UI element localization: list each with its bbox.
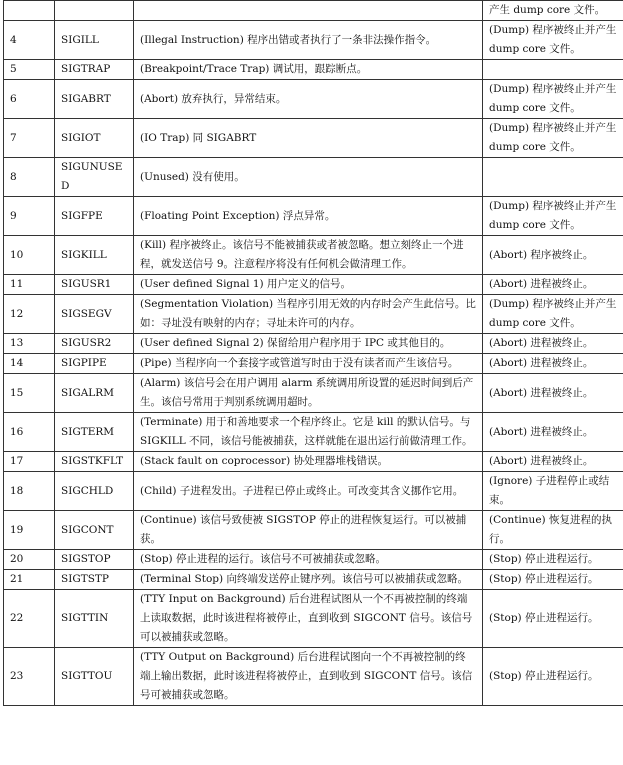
signal-name: SIGTRAP [55,60,134,80]
signal-number: 13 [4,334,55,354]
signal-number: 7 [4,119,55,158]
signal-description: (Floating Point Exception) 浮点异常。 [134,197,483,236]
signal-table-body [4,1,623,706]
signal-name: SIGILL [55,21,134,60]
table-row [4,590,623,648]
signal-name: SIGPIPE [55,354,134,374]
signal-description: (Breakpoint/Trace Trap) 调试用，跟踪断点。 [134,60,483,80]
signal-description: (Stop) 停止进程的运行。该信号不可被捕获或忽略。 [134,550,483,570]
signal-name: SIGSTKFLT [55,452,134,472]
table-row [4,374,623,413]
signal-number: 5 [4,60,55,80]
signal-number: 17 [4,452,55,472]
signal-name: SIGTTOU [55,648,134,706]
table-row [4,648,623,706]
default-action: (Continue) 恢复进程的执行。 [483,511,623,550]
table-row [4,80,623,119]
signal-description: (Kill) 程序被终止。该信号不能被捕获或者被忽略。想立刻终止一个进程，就发送信号 9。注意程序将没有任何机会做清理工作。 [134,236,483,275]
signal-description: (TTY Input on Background) 后台进程试图从一个不再被控制的终端上读取数据，此时该进程将被停止，直到收到 SIGCONT 信号。该信号可以被捕获或忽略。 [134,590,483,648]
signal-description: (Stack fault on coprocessor) 协处理器堆栈错误。 [134,452,483,472]
signal-number: 11 [4,275,55,295]
table-row [4,511,623,550]
signal-name: SIGTSTP [55,570,134,590]
signal-number: 23 [4,648,55,706]
default-action: (Abort) 进程被终止。 [483,334,623,354]
signal-number: 16 [4,413,55,452]
table-row [4,197,623,236]
default-action: (Abort) 进程被终止。 [483,275,623,295]
signal-number [4,1,55,21]
signal-description: (User defined Signal 1) 用户定义的信号。 [134,275,483,295]
table-row [4,158,623,197]
signal-name: SIGTTIN [55,590,134,648]
table-row [4,21,623,60]
table-row [4,275,623,295]
signal-number: 20 [4,550,55,570]
signal-name: SIGALRM [55,374,134,413]
signal-name: SIGABRT [55,80,134,119]
signal-table [3,0,623,706]
signal-name: SIGUSR1 [55,275,134,295]
signal-name: SIGIOT [55,119,134,158]
default-action: (Stop) 停止进程运行。 [483,648,623,706]
signal-name: SIGFPE [55,197,134,236]
signal-description: (TTY Output on Background) 后台进程试图向一个不再被控制的终端上输出数据，此时该进程将被停止，直到收到 SIGCONT 信号。该信号可被捕获或忽略。 [134,648,483,706]
default-action: (Stop) 停止进程运行。 [483,550,623,570]
table-row [4,295,623,334]
signal-name: SIGSEGV [55,295,134,334]
signal-number: 18 [4,472,55,511]
signal-number: 15 [4,374,55,413]
default-action [483,158,623,197]
default-action: (Abort) 程序被终止。 [483,236,623,275]
default-action: (Abort) 进程被终止。 [483,413,623,452]
signal-number: 19 [4,511,55,550]
table-row [4,354,623,374]
table-row [4,236,623,275]
default-action: (Dump) 程序被终止并产生 dump core 文件。 [483,80,623,119]
signal-description: (IO Trap) 同 SIGABRT [134,119,483,158]
signal-number: 21 [4,570,55,590]
table-row [4,413,623,452]
default-action: (Dump) 程序被终止并产生 dump core 文件。 [483,21,623,60]
default-action: (Dump) 程序被终止并产生 dump core 文件。 [483,197,623,236]
signal-number: 6 [4,80,55,119]
table-row [4,60,623,80]
signal-description: (User defined Signal 2) 保留给用户程序用于 IPC 或其他目的。 [134,334,483,354]
default-action: (Abort) 进程被终止。 [483,354,623,374]
signal-description: (Terminate) 用于和善地要求一个程序终止。它是 kill 的默认信号。与 SIGKILL 不同，该信号能被捕获，这样就能在退出运行前做清理工作。 [134,413,483,452]
signal-description: (Illegal Instruction) 程序出错或者执行了一条非法操作指令。 [134,21,483,60]
signal-number: 12 [4,295,55,334]
table-row [4,570,623,590]
signal-description: (Segmentation Violation) 当程序引用无效的内存时会产生此信号。比如：寻址没有映射的内存；寻址未许可的内存。 [134,295,483,334]
signal-number: 8 [4,158,55,197]
signal-name: SIGTERM [55,413,134,452]
default-action: (Stop) 停止进程运行。 [483,590,623,648]
signal-name: SIGSTOP [55,550,134,570]
table-row [4,550,623,570]
signal-description: (Pipe) 当程序向一个套接字或管道写时由于没有读者而产生该信号。 [134,354,483,374]
table-row [4,452,623,472]
signal-description [134,1,483,21]
default-action: (Ignore) 子进程停止或结束。 [483,472,623,511]
signal-description: (Terminal Stop) 向终端发送停止键序列。该信号可以被捕获或忽略。 [134,570,483,590]
default-action: (Abort) 进程被终止。 [483,452,623,472]
signal-description: (Alarm) 该信号会在用户调用 alarm 系统调用所设置的延迟时间到后产生。该信号常用于判别系统调用超时。 [134,374,483,413]
signal-description: (Abort) 放弃执行，异常结束。 [134,80,483,119]
signal-name: SIGUNUSED [55,158,134,197]
default-action: (Dump) 程序被终止并产生 dump core 文件。 [483,295,623,334]
table-row [4,472,623,511]
signal-number: 4 [4,21,55,60]
signal-name: SIGUSR2 [55,334,134,354]
signal-name: SIGCHLD [55,472,134,511]
signal-name: SIGKILL [55,236,134,275]
default-action: 产生 dump core 文件。 [483,1,623,21]
signal-description: (Unused) 没有使用。 [134,158,483,197]
default-action [483,60,623,80]
signal-name: SIGCONT [55,511,134,550]
signal-description: (Child) 子进程发出。子进程已停止或终止。可改变其含义挪作它用。 [134,472,483,511]
default-action: (Dump) 程序被终止并产生 dump core 文件。 [483,119,623,158]
default-action: (Stop) 停止进程运行。 [483,570,623,590]
signal-name [55,1,134,21]
default-action: (Abort) 进程被终止。 [483,374,623,413]
table-row [4,1,623,21]
signal-number: 9 [4,197,55,236]
signal-number: 22 [4,590,55,648]
signal-description: (Continue) 该信号致使被 SIGSTOP 停止的进程恢复运行。可以被捕获。 [134,511,483,550]
table-row [4,334,623,354]
signal-number: 10 [4,236,55,275]
signal-number: 14 [4,354,55,374]
table-row [4,119,623,158]
